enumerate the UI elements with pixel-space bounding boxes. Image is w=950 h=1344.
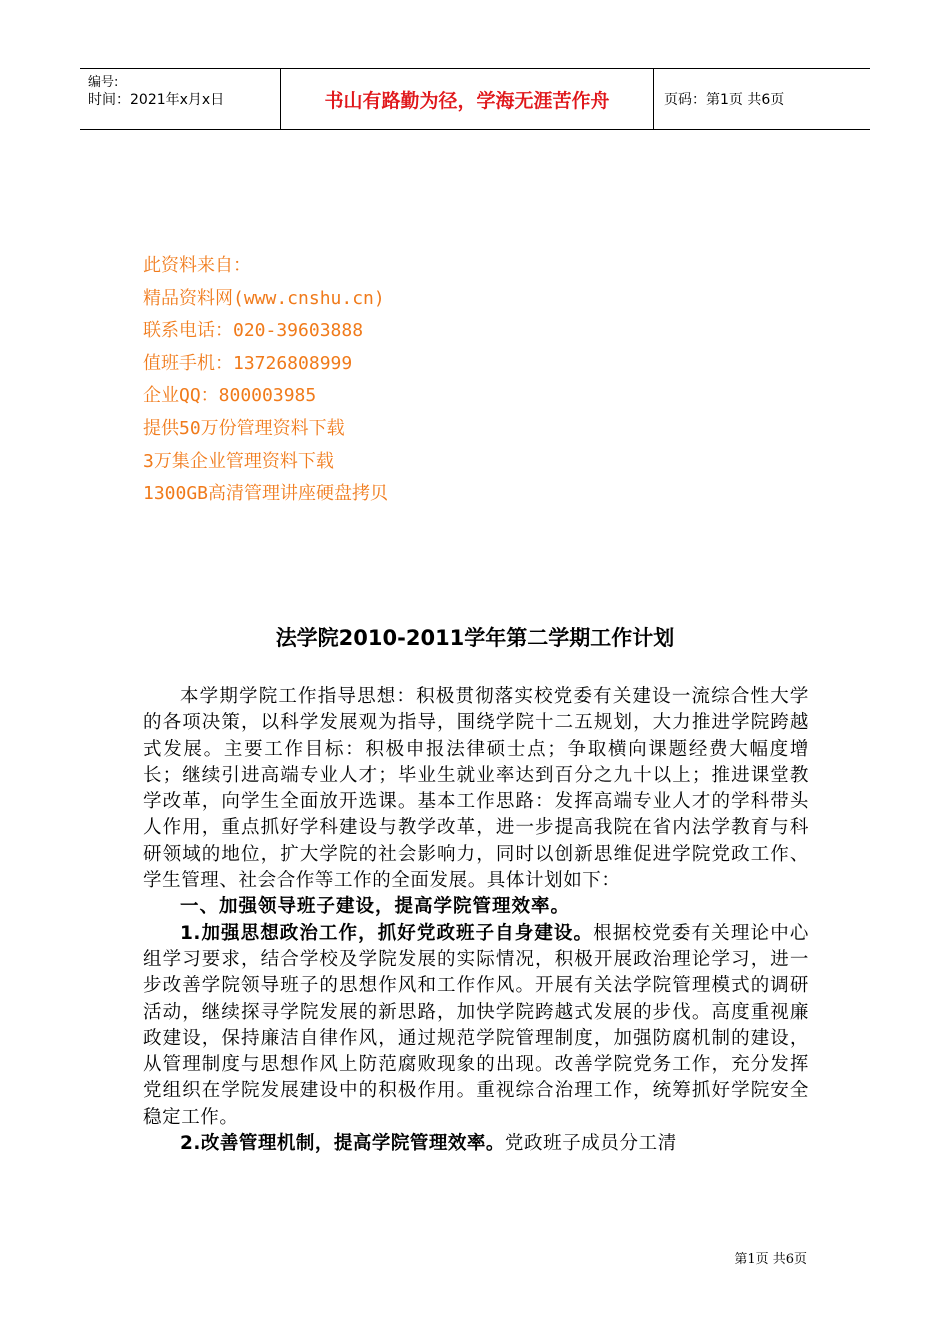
source-info-block	[143, 250, 388, 511]
footer-page-label: 第1页 共6页	[734, 1252, 807, 1267]
item-text: 党政班子成员分工清	[504, 1133, 677, 1155]
source-phone: 联系电话：020-39603888	[143, 320, 364, 342]
item-paragraph	[143, 921, 809, 1131]
source-line: 提供50万份管理资料下载	[143, 417, 345, 439]
source-line: 3万集企业管理资料下载	[143, 450, 334, 472]
document-title: 法学院2010-2011学年第二学期工作计划	[275, 626, 675, 650]
item-paragraph	[143, 1131, 809, 1157]
document-date-label: 时间：2021年x月x日	[88, 92, 225, 108]
item-heading: 1.加强思想政治工作，抓好党政班子自身建设。	[180, 922, 594, 944]
document-number-label: 编号:	[88, 75, 119, 90]
intro-paragraph: 本学期学院工作指导思想：积极贯彻落实校党委有关建设一流综合性大学的各项决策，以科学发展观为指导，围绕学院十二五规划，大力推进学院跨越式发展。主要工作目标：积极申报法律硕士点；争取横向课题经费大幅度增长；继续引进高端专业人才；毕业生就业率达到百分之九十以上；推进课堂教学改革，向学生全面放开选课。基本工作思路：发挥高端专业人才的学科带头人作用，重点抓好学科建设与教学改革，进一步提高我院在省内法学教育与科研领域的地位，扩大学院的社会影响力，同时以创新思维促进学院党政工作、学生管理、社会合作等工作的全面发展。具体计划如下：	[143, 686, 809, 892]
source-line: 1300GB高清管理讲座硬盘拷贝	[143, 483, 389, 505]
header-page-label: 页码：第1页 共6页	[664, 92, 785, 108]
header-center-cell	[281, 69, 654, 129]
header-table	[80, 68, 870, 130]
source-qq: 企业QQ：800003985	[143, 385, 317, 407]
document-body	[143, 684, 809, 1157]
source-line: 此资料来自：	[143, 255, 251, 276]
item-heading: 2.改善管理机制，提高学院管理效率。	[180, 1133, 505, 1155]
source-site-link[interactable]: 精品资料网(www.cnshu.cn)	[143, 287, 385, 309]
source-mobile: 值班手机：13726808999	[143, 352, 353, 374]
header-left-cell	[80, 69, 281, 129]
header-right-cell	[654, 69, 870, 129]
section-heading: 一、加强领导班子建设，提高学院管理效率。	[180, 896, 571, 918]
item-text: 根据校党委有关理论中心组学习要求，结合学校及学院发展的实际情况，积极开展政治理论学习，进一步改善学院领导班子的思想作风和工作作风。开展有关法学院管理模式的调研活动，继续探寻学院发展的新思路，加快学院跨越式发展的步伐。高度重视廉政建设，保持廉洁自律作风，通过规范学院管理制度，加强防腐机制的建设，从管理制度与思想作风上防范腐败现象的出现。改善学院党务工作，充分发挥党组织在学院发展建设中的积极作用。重视综合治理工作，统筹抓好学院安全稳定工作。	[143, 922, 809, 1128]
header-motto: 书山有路勤为径，学海无涯苦作舟	[324, 90, 610, 112]
